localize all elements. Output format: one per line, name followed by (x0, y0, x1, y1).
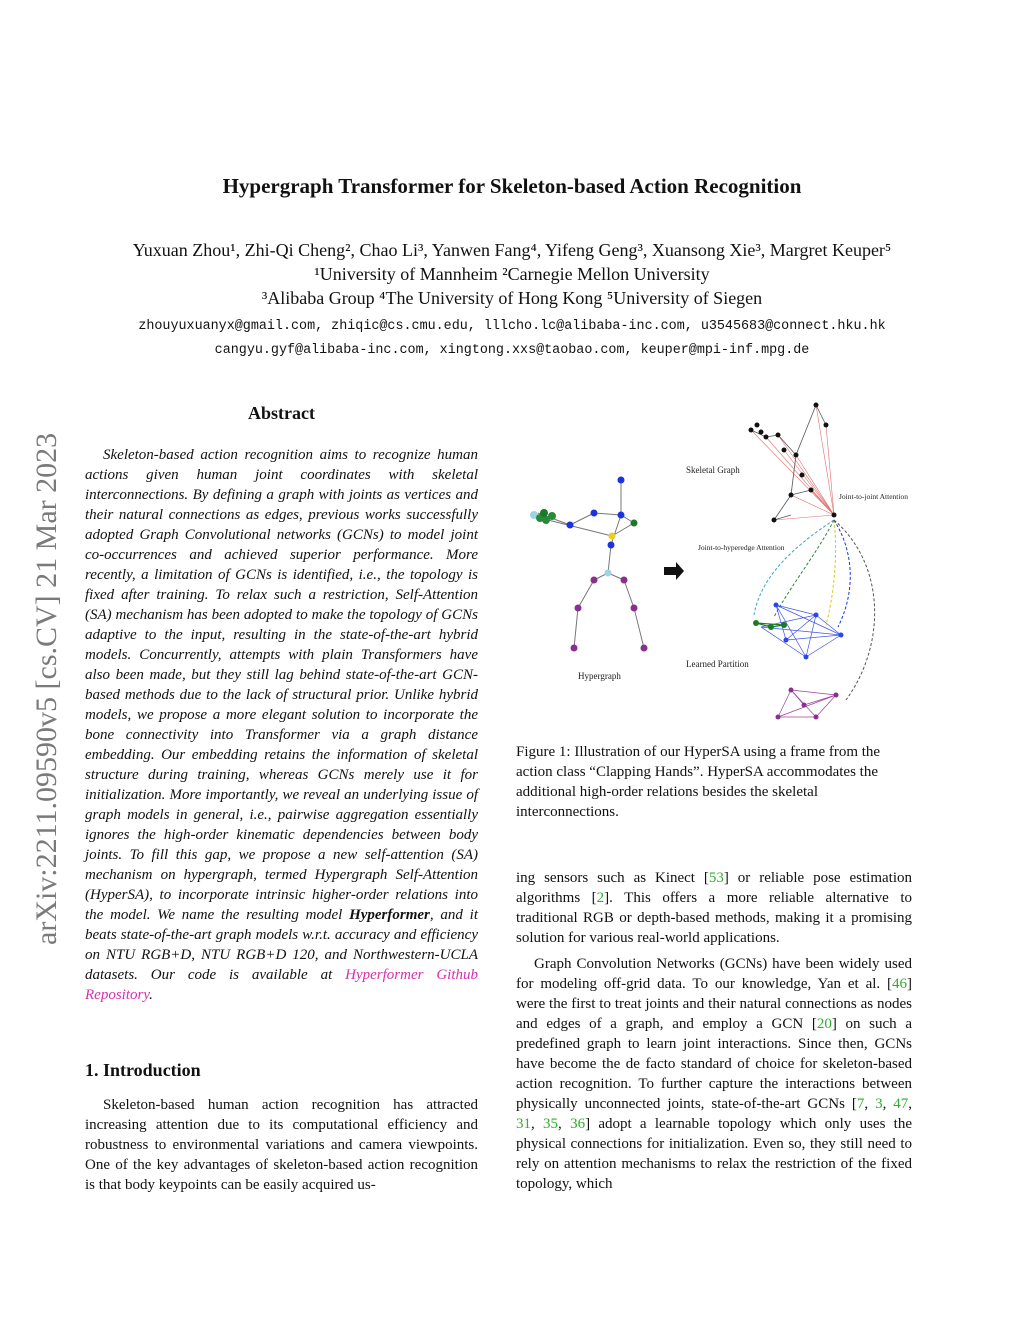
citation-53[interactable]: 53 (708, 870, 724, 886)
abstract-text-c: . (149, 987, 153, 1003)
label-joint-to-joint-attention: Joint-to-joint Attention (839, 492, 908, 501)
hypersa-illustration (516, 395, 926, 735)
citation-31[interactable]: 31 (516, 1116, 531, 1132)
introduction-body (85, 1095, 478, 1195)
affiliations-line-1: ¹University of Mannheim ²Carnegie Mellon University (314, 264, 710, 284)
right-paragraph-1: ing sensors such as Kinect [53] or reliable pose estimation algorithms [2]. This offers a more reliable alternative to traditional RGB or depth-based methods, making it a promising solution for various real-world applications. (516, 870, 913, 946)
citation-36[interactable]: 36 (570, 1116, 586, 1132)
figure-1-caption: Figure 1: Illustration of our HyperSA using a frame from the action class “Clapping Hands”. HyperSA accommodates the additional high-order relations besides the skeletal interconnections. (516, 744, 881, 820)
affiliations-line-2: ³Alibaba Group ⁴The University of Hong Kong ⁵University of Siegen (261, 288, 763, 308)
author-block (0, 238, 1024, 310)
citation-20[interactable]: 20 (816, 1016, 832, 1032)
purple-cluster (778, 690, 836, 717)
transform-arrow-icon (664, 562, 684, 580)
right-column-body (516, 868, 912, 1194)
github-repository-link[interactable]: Hyperformer Github Repository (85, 967, 478, 1003)
figure-1 (516, 395, 926, 735)
introduction-heading: 1. Introduction (85, 1060, 201, 1080)
abstract-body (85, 445, 478, 1005)
label-learned-partition: Learned Partition (686, 659, 749, 669)
right-paragraph-2: Graph Convolution Networks (GCNs) have been widely used for modeling off-grid data. To our knowledge, Yan et al. [46] were the first to treat joints and their natural connections as nodes and edges of a graph, and employ a GCN [20] on such a predefined graph to learn joint interactions. Since then, GCNs have become the de facto standard of choice for skeleton-based action recognition. To further capture the interactions between physically unconnected joints, state-of-the-art GCNs [7, 3, 47, 31, 35, 36] adopt a learnable topology which only uses the physical connections for initialization. Even so, they still need to rely on attention mechanisms to relax the restriction of the fixed topology, which (516, 956, 913, 1192)
label-joint-to-hyperedge-attention: Joint-to-hyperedge Attention (698, 543, 785, 552)
citation-35[interactable]: 35 (543, 1116, 559, 1132)
blue-cluster (761, 605, 841, 657)
arxiv-identifier: arXiv:2211.09590v5 [cs.CV] 21 Mar 2023 (30, 432, 63, 945)
abstract-text-b: , and it beats state-of-the-art graph models w.r.t. accuracy and efficiency on NTU RGB+D, NTU RGB+D 120, and Northwestern-UCLA datasets. Our code is available at (85, 907, 478, 983)
authors-line: Yuxuan Zhou¹, Zhi-Qi Cheng², Chao Li³, Yanwen Fang⁴, Yifeng Geng³, Xuansong Xie³, Margret Keuper⁵ (132, 240, 892, 260)
abstract-heading: Abstract (248, 403, 315, 423)
abstract-text-a: Skeleton-based action recognition aims to recognize human actions given human joint coordinates with skeletal interconnections. By defining a graph with joints as vertices and their natural connections as edges, previous works successfully adopted Graph Convolutional networks (GCNs) to model joint co-occurrences and achieved superior performance. More recently, a limitation of GCNs is identified, i.e., the topology is fixed after training. To relax such a restriction, Self-Attention (SA) mechanism has been adopted to make the topology of GCNs adaptive to the input, resulting in the state-of-the-art hybrid models. Concurrently, attempts with plain Transformers have also been made, but they still lag behind state-of-the-art GCN-based methods due to the lack of structural prior. Unlike hybrid models, we propose a more elegant solution to incorporate the bone connectivity into Transformer via a graph distance embedding. Our embedding retains the information of skeletal structure during training, whereas GCNs merely use it for initialization. More importantly, we reveal an underlying issue of graph models in general, i.e., pairwise aggregation essentially ignores the high-order kinematic dependencies between body joints. To fill this gap, we propose a new self-attention (SA) mechanism on hypergraph, termed Hypergraph Self-Attention (HyperSA), to incorporate intrinsic higher-order relations into the model. We name the resulting model (85, 447, 478, 923)
paper-title: Hypergraph Transformer for Skeleton-based Action Recognition (222, 174, 802, 198)
citation-47[interactable]: 47 (893, 1096, 909, 1112)
skeleton-hypergraph (538, 480, 644, 648)
model-name: Hyperformer (349, 907, 430, 923)
citation-7[interactable]: 7 (856, 1096, 865, 1112)
citation-2[interactable]: 2 (596, 890, 605, 906)
label-skeletal-graph: Skeletal Graph (686, 465, 740, 475)
skeleton-joints (530, 477, 648, 652)
email-line-1: zhouyuxuanyx@gmail.com, zhiqic@cs.cmu.edu, lllcho.lc@alibaba-inc.com, u3545683@connect.hku.hk (138, 319, 886, 334)
introduction-paragraph-1: Skeleton-based human action recognition has attracted increasing attention due to its computational efficiency and robustness to environmental variations and camera viewpoints. One of the key advantages of skeleton-based action recognition is that body keypoints can be easily acquired us- (85, 1097, 478, 1193)
joint-attention-edges (751, 405, 834, 520)
skeletal-graph-joints (749, 403, 837, 523)
label-hypergraph: Hypergraph (578, 671, 621, 681)
citation-3[interactable]: 3 (875, 1096, 883, 1112)
citation-46[interactable]: 46 (892, 976, 907, 992)
email-block (0, 315, 1024, 363)
email-line-2: cangyu.gyf@alibaba-inc.com, xingtong.xxs@taobao.com, keuper@mpi-inf.mpg.de (214, 343, 810, 358)
